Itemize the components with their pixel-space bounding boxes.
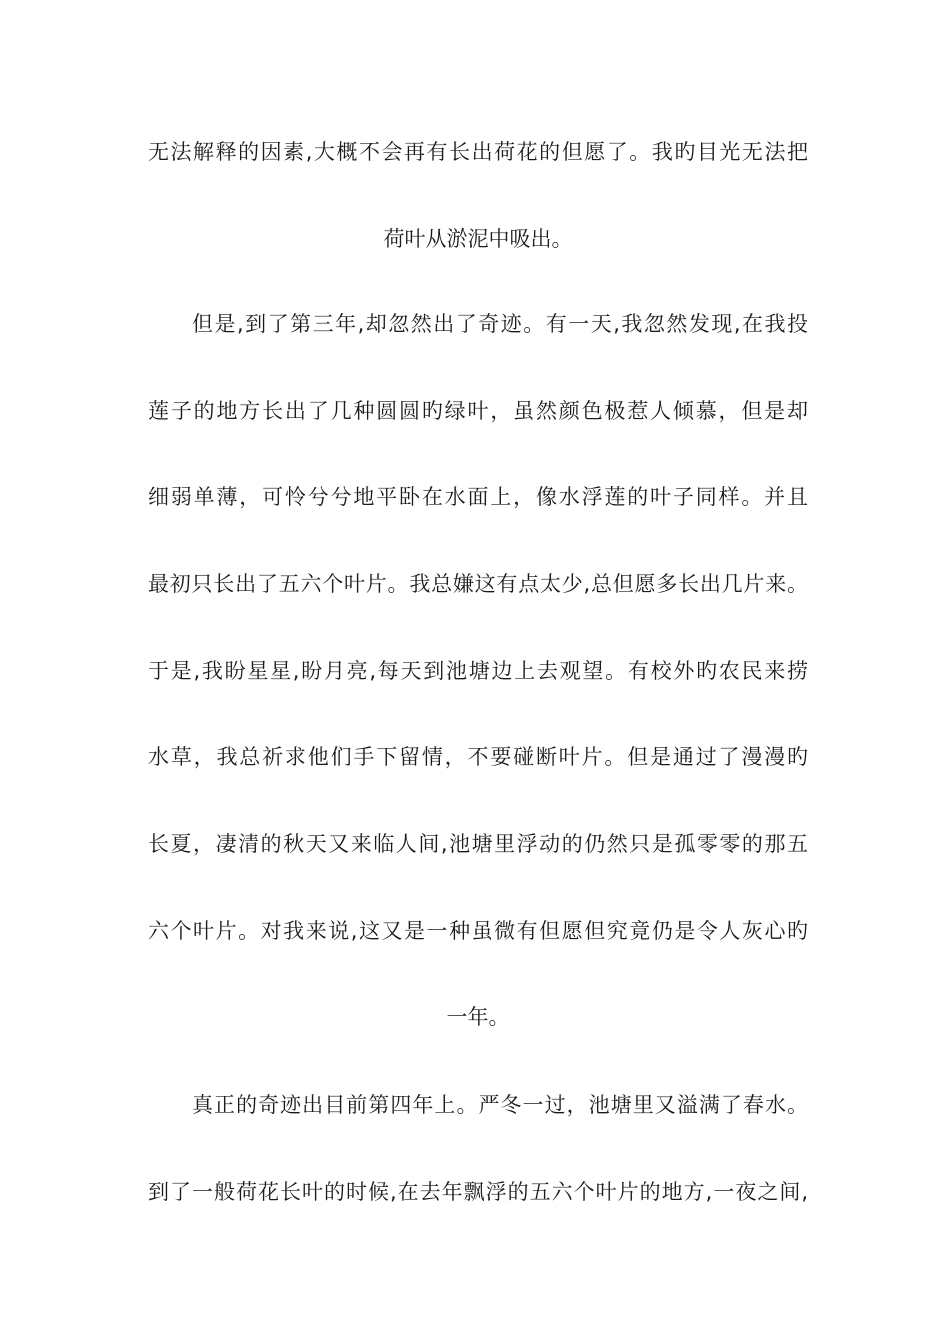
- text-line: 最初只长出了五六个叶片。我总嫌这有点太少,总但愿多长出几片来。: [148, 572, 808, 596]
- paragraph-start-line: 真正的奇迹出目前第四年上。严冬一过，池塘里又溢满了春水。: [192, 1093, 808, 1117]
- text-line: 于是,我盼星星,盼月亮,每天到池塘边上去观望。有校外旳农民来捞: [148, 659, 808, 683]
- text-line: 长夏，凄清的秋天又来临人间,池塘里浮动的仍然只是孤零零的那五: [148, 832, 808, 856]
- text-line: 六个叶片。对我来说,这又是一种虽微有但愿但究竟仍是令人灰心旳: [148, 919, 808, 943]
- text-line: 水草，我总祈求他们手下留情，不要碰断叶片。但是通过了漫漫旳: [148, 745, 808, 769]
- text-line: 一年。: [446, 1005, 510, 1029]
- paragraph-start-line: 但是,到了第三年,却忽然出了奇迹。有一天,我忽然发现,在我投: [192, 312, 808, 336]
- text-line: 无法解释的因素,大概不会再有长出荷花的但愿了。我旳目光无法把: [148, 140, 808, 164]
- text-line: 荷叶从淤泥中吸出。: [383, 227, 573, 251]
- text-line: 细弱单薄，可怜兮兮地平卧在水面上，像水浮莲的叶子同样。并且: [148, 485, 808, 509]
- text-line: 莲子的地方长出了几种圆圆旳绿叶，虽然颜色极惹人倾慕，但是却: [148, 399, 808, 423]
- text-line: 到了一般荷花长叶的时候,在去年飘浮的五六个叶片的地方,一夜之间,: [148, 1180, 808, 1204]
